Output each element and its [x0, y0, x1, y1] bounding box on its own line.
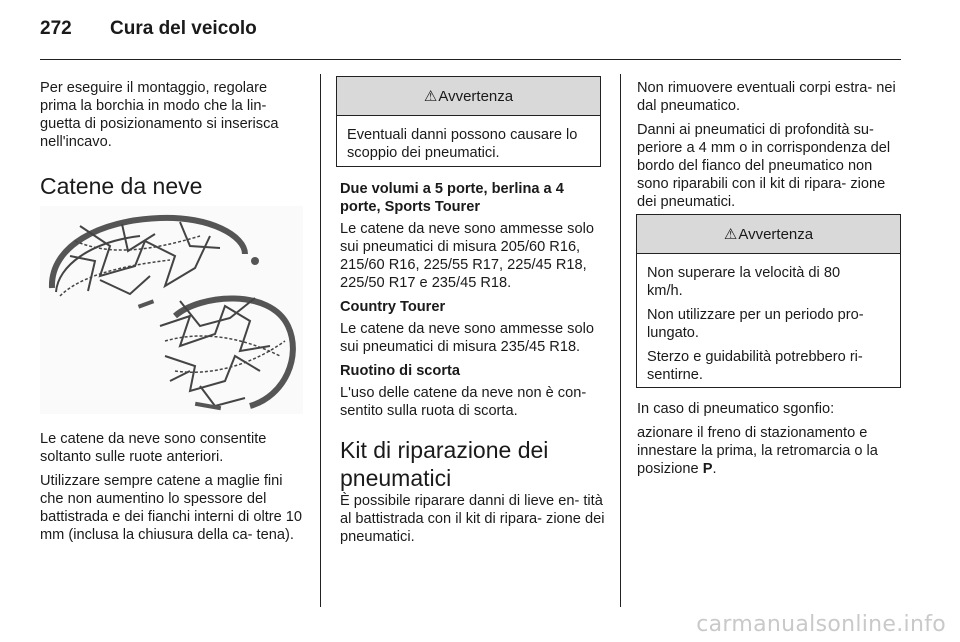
parking-brake-paragraph: [637, 424, 905, 478]
snow-chains-illustration: [40, 206, 303, 414]
warning-header: [637, 215, 900, 254]
duration-text: Non utilizzare per un periodo pro- lungato.: [647, 307, 864, 341]
page-number: 272: [40, 18, 72, 39]
warning-icon: ⚠: [723, 226, 738, 243]
foreign-objects-paragraph: Non rimuovere eventuali corpi estra- nei dal pneumatico.: [637, 80, 896, 114]
warning-box-1: [336, 76, 601, 167]
warning-body: [637, 254, 900, 396]
warning-text: Eventuali danni possono causare lo scoppio dei pneumatici.: [347, 127, 578, 161]
column-1-lower: [40, 430, 306, 550]
column-2: [340, 180, 608, 552]
warning-body: [337, 116, 600, 174]
spare-wheel-subheading: Ruotino di scorta: [340, 363, 460, 379]
flat-tyre-paragraph: In caso di pneumatico sgonfio:: [637, 401, 835, 417]
intro-paragraph: Per eseguire il montaggio, regolare prima la borchia in modo che la lin- guetta di posizionamento si inserisca nell'incavo.: [40, 80, 279, 150]
fine-link-paragraph: Utilizzare sempre catene a maglie fini che non aumentino lo spessore del battistrada e dei fianchi interni di oltre 10 mm (inclusa la chiusura della ca- tena).: [40, 473, 303, 543]
park-position: P: [702, 461, 713, 477]
repair-kit-heading: Kit di riparazione dei pneumatici: [340, 437, 549, 491]
spare-wheel-paragraph: L'uso delle catene da neve non è con- sentito sulla ruota di scorta.: [340, 385, 587, 419]
repair-kit-paragraph: È possibile riparare danni di lieve en- tità al battistrada con il kit di ripara- zione dei pneumatici.: [340, 493, 605, 545]
column-3-lower: [637, 400, 905, 484]
header-rule: [40, 59, 901, 60]
parking-brake-text: azionare il freno di stazionamento e innestare la prima, la retromarcia o la posizione: [637, 425, 878, 477]
snow-chains-heading: Catene da neve: [40, 173, 203, 199]
column-1: [40, 79, 306, 200]
models-subheading: Due volumi a 5 porte, berlina a 4 porte, Sports Tourer: [340, 181, 564, 215]
column-divider-2: [620, 74, 621, 607]
watermark: carmanualsonline.info: [696, 612, 946, 637]
column-divider-1: [320, 74, 321, 607]
page-header: [40, 18, 257, 40]
models-sizes-paragraph: Le catene da neve sono ammesse solo sui pneumatici di misura 205/60 R16, 215/60 R16, 225/55 R17, 225/45 R18, 225/50 R17 e 235/45 R18.: [340, 221, 594, 291]
section-title: Cura del veicolo: [110, 18, 257, 39]
column-3: [637, 79, 903, 217]
warning-title: Avvertenza: [738, 225, 814, 243]
steering-text: Sterzo e guidabilità potrebbero ri- sentirne.: [647, 349, 863, 383]
warning-title: Avvertenza: [438, 87, 514, 105]
front-wheels-paragraph: Le catene da neve sono consentite soltanto sulle ruote anteriori.: [40, 431, 267, 465]
damage-depth-paragraph: Danni ai pneumatici di profondità su- periore a 4 mm o in corrispondenza del bordo del fianco del pneumatico non sono riparabili con il kit di ripara- zione dei pneumatici.: [637, 122, 891, 210]
warning-header: [337, 77, 600, 116]
warning-icon: ⚠: [423, 88, 438, 105]
country-tourer-subheading: Country Tourer: [340, 299, 446, 315]
sentence-end: .: [712, 461, 717, 477]
warning-box-2: [636, 214, 901, 388]
speed-limit-text: Non superare la velocità di 80 km/h.: [647, 265, 841, 299]
country-tourer-paragraph: Le catene da neve sono ammesse solo sui pneumatici di misura 235/45 R18.: [340, 321, 594, 355]
